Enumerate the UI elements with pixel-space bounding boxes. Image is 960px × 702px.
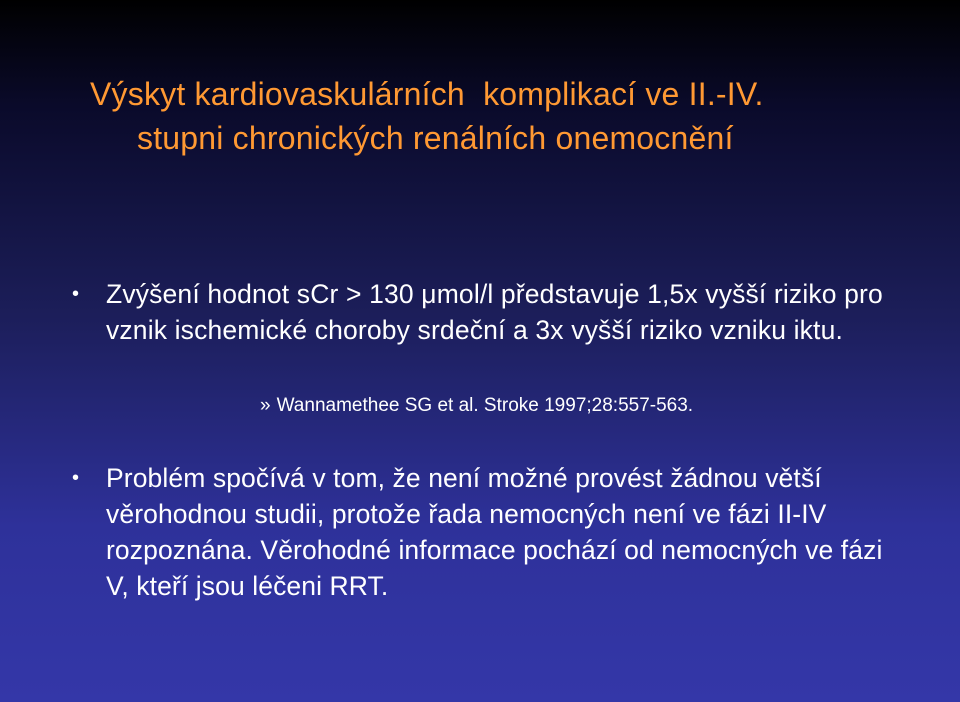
- reference-text: Wannamethee SG et al. Stroke 1997;28:557-563.: [276, 395, 694, 416]
- slide-title-line-2: stupni chronických renálních onemocnění: [137, 120, 734, 156]
- reference-item: [260, 393, 693, 419]
- sub-bullet-icon: »: [260, 395, 271, 416]
- bullet-icon: •: [72, 283, 80, 305]
- bullet-item-risk: [72, 276, 896, 348]
- bullet-text-problem: Problém spočívá v tom, že není možné provést žádnou větší věrohodnou studii, protože řada nemocných není ve fázi II-IV rozpoznána. Věrohodné informace pochází od nemocných ve fázi V, kteří jsou léčeni RRT.: [106, 463, 883, 601]
- slide-title-line-1: Výskyt kardiovaskulárních komplikací ve II.-IV.: [90, 76, 764, 112]
- bullet-text-risk: Zvýšení hodnot sCr > 130 μmol/l představuje 1,5x vyšší riziko pro vznik ischemické choroby srdeční a 3x vyšší riziko vzniku iktu.: [106, 279, 883, 345]
- slide-title: [90, 72, 910, 160]
- bullet-icon: •: [72, 467, 80, 489]
- bullet-item-problem: [72, 460, 906, 604]
